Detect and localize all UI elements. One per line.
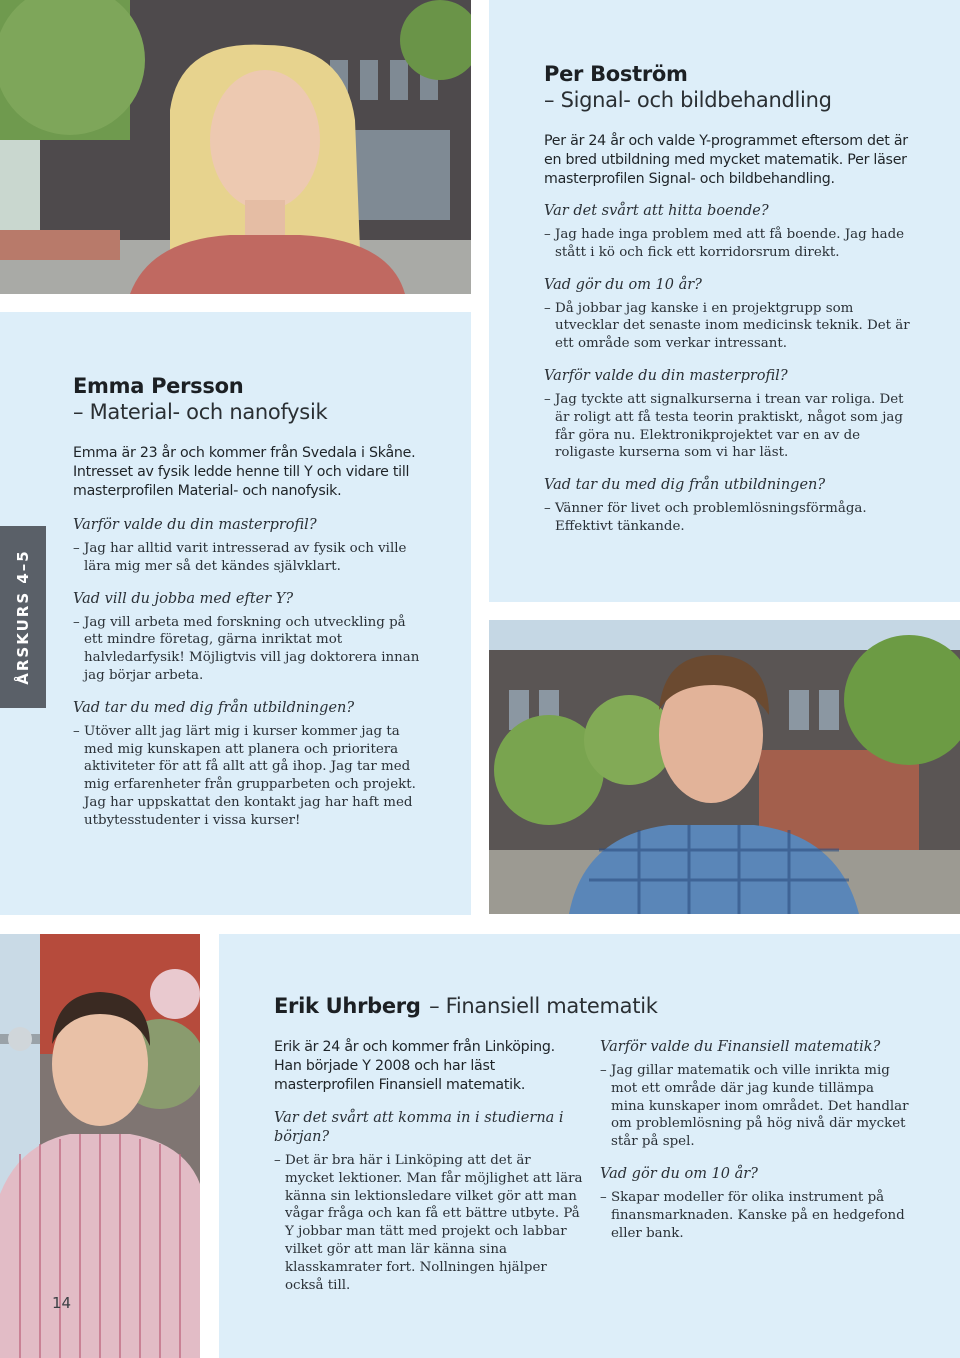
year-tab xyxy=(0,526,46,708)
erik-column-1 xyxy=(274,1038,584,1294)
erik-photo xyxy=(0,934,200,1358)
page-number: 14 xyxy=(52,1294,72,1312)
emma-profile xyxy=(73,374,423,830)
per-answer-4: – Vänner för livet och problemlösningsförmåga. Effektivt tänkande. xyxy=(544,501,867,534)
erik-question-3: Vad gör du om 10 år? xyxy=(600,1165,758,1182)
per-intro: Per är 24 år och valde Y-programmet eftersom det är en bred utbildning med mycket matematik. Per läser masterprofilen Signal- och bildbehandling. xyxy=(544,133,908,187)
erik-name: Erik Uhrberg xyxy=(274,994,421,1018)
erik-specialization: – Finansiell matematik xyxy=(429,994,658,1018)
per-question-2: Vad gör du om 10 år? xyxy=(544,276,702,293)
erik-answer-3: – Skapar modeller för olika instrument på finansmarknaden. Kanske på en hedgefond eller bank. xyxy=(600,1189,905,1241)
per-name: Per Boström xyxy=(544,62,688,86)
per-specialization: – Signal- och bildbehandling xyxy=(544,88,832,112)
year-tab-label: ÅRSKURS 4–5 xyxy=(14,549,32,685)
erik-question-2: Varför valde du Finansiell matematik? xyxy=(600,1039,881,1055)
per-answer-2: – Då jobbar jag kanske i en projektgrupp som utvecklar det senaste inom medicinsk teknik. Det är ett område som verkar intressant. xyxy=(544,300,910,352)
emma-photo xyxy=(0,0,471,294)
emma-name: Emma Persson xyxy=(73,374,244,398)
per-question-1: Var det svårt att hitta boende? xyxy=(544,203,769,219)
erik-heading xyxy=(274,994,924,1018)
emma-answer-3: – Utöver allt jag lärt mig i kurser kommer jag ta med mig kunskapen att planera och prioritera aktiviteter för att få allt att gå ihop. Jag tar med mig erfarenheter från grupparbeten och projekt. Jag har uppskattat den kontakt jag har haft med utbytesstudenter i vissa kurser! xyxy=(73,723,416,828)
emma-answer-1: – Jag har alltid varit intresserad av fysik och ville lära mig mer så det kändes självklart. xyxy=(73,541,407,574)
emma-question-1: Varför valde du din masterprofil? xyxy=(73,517,317,533)
emma-question-2: Vad vill du jobba med efter Y? xyxy=(73,590,294,607)
per-question-3: Varför valde du din masterprofil? xyxy=(544,367,788,384)
erik-answer-2: – Jag gillar matematik och ville inrikta mig mot ett område där jag kunde tillämpa mina kunskaper inom området. Det handlar om problemlösning på hög nivå där mycket står på spel. xyxy=(600,1063,909,1150)
erik-column-2 xyxy=(600,1038,910,1242)
emma-question-3: Vad tar du med dig från utbildningen? xyxy=(73,699,355,716)
per-answer-3: – Jag tyckte att signalkurserna i trean var roliga. Det är roligt att få testa teorin praktiskt, något som jag får göra nu. Elektronikprojektet var en av de roligaste kurserna som vi har läst. xyxy=(544,391,904,461)
per-photo xyxy=(489,620,960,914)
per-profile xyxy=(544,62,914,536)
per-question-4: Vad tar du med dig från utbildningen? xyxy=(544,477,826,494)
erik-question-1: Var det svårt att komma in i studierna i början? xyxy=(274,1110,564,1145)
emma-answer-2: – Jag vill arbeta med forskning och utveckling på ett mindre företag, gärna inriktat mot halvledarfysik! Möjligtvis vill jag doktorera innan jag börjar arbeta. xyxy=(73,614,420,683)
erik-answer-1: – Det är bra här i Linköping att det är mycket lektioner. Man får möjlighet att lära känna sin lektionsledare vilket gör att man vågar fråga och kan få ett bättre utbyte. På Y jobbar man tätt med projekt och labbar vilket gör att man lär känna sina klasskamrater fort. Nollningen hjälper också till. xyxy=(274,1153,583,1293)
emma-specialization: – Material- och nanofysik xyxy=(73,400,328,424)
emma-intro: Emma är 23 år och kommer från Svedala i Skåne. Intresset av fysik ledde henne till Y och vidare till masterprofilen Material- och nanofysik. xyxy=(73,445,416,499)
per-answer-1: – Jag hade inga problem med att få boende. Jag hade stått i kö och fick ett korridorsrum direkt. xyxy=(544,227,905,260)
erik-intro: Erik är 24 år och kommer från Linköping. Han började Y 2008 och har läst masterprofilen Finansiell matematik. xyxy=(274,1039,555,1093)
